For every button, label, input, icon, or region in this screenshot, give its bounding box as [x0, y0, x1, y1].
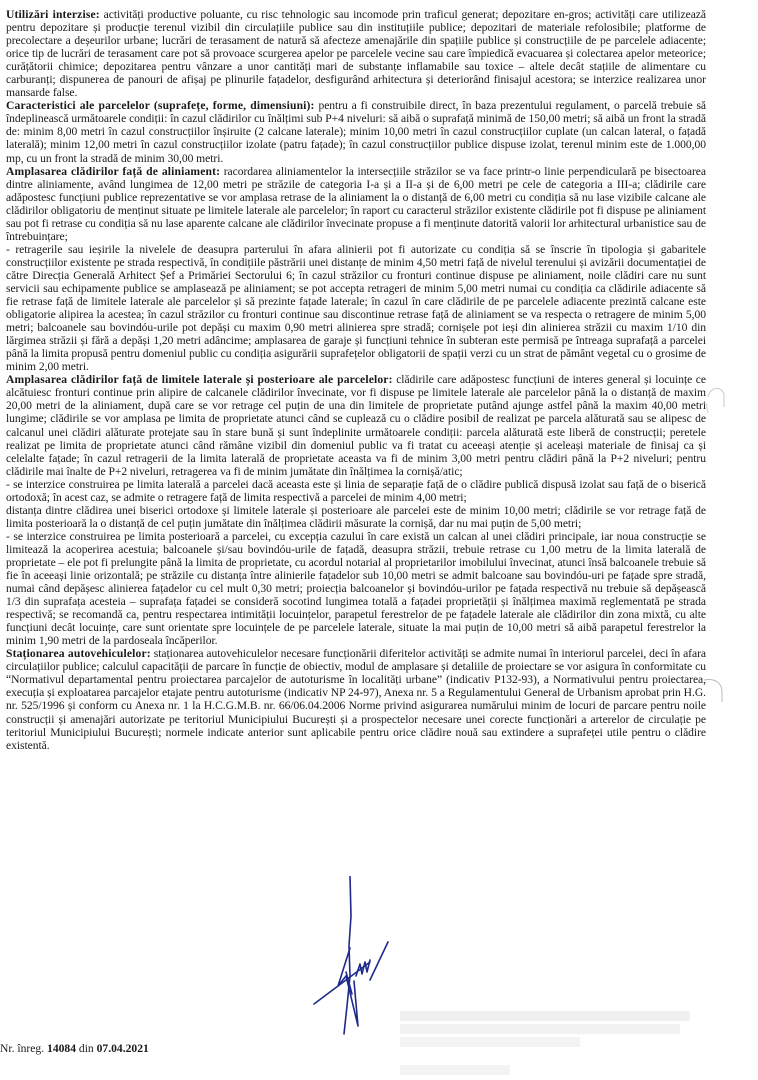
section-utilizari-interzise [6, 8, 706, 99]
registration-middle: din [76, 1042, 97, 1055]
registration-number-value: 14084 [47, 1042, 76, 1055]
section-body: - se interzice construirea pe limita posterioară a parcelei, cu excepția cazului în care există un calcan al unei clădiri principale, iar noua construcție se limitează la acoperirea acestuia; balcoanele și/sau bovindóu-urile de fațadă, deasupra străzii, trebuie retrase cu 1,00 metru de la limita laterală de proprietate – ele pot fi prelungite până la limita de proprietate, cu acordul notarial al proprietarilor imobilului învecinat, atunci însă balcoanele trebuie să fie în aceeași linie orizontală; pe străzile cu distanța între alinierile fațadelor sub 10,00 metri se admit balcoane sau bovindóu-uri pe fațade spre stradă, numai când depășesc alinierea fațadelor cu cel mult 0,30 metri; proiecția balcoanelor și bovindóu-urilor pe fațada respectivă nu trebuie să depășească 1/3 din suprafața acesteia – suprafața fațadei se consideră socotind lungimea totală a fațadei proprietății și înălțimea maximă reglementată pe strada respectivă; se recomandă ca, pentru respectarea intimității locuințelor, parapetul ferestrelor de pe fațadele laterale ale clădirilor din zona mixtă, cu alte funcțiuni decât locuințe, care sunt orientate spre locuințele de pe parcelele laterale, situate la mai puțin de 10,00 metri să aibă parapetul ferestrelor la minim 1,90 metri de la pardoseala încăperilor. [6, 529, 706, 648]
section-heading: Amplasarea clădirilor față de aliniament: [6, 164, 221, 178]
bleed-through-text [400, 1008, 700, 1075]
section-body: clădirile care adăpostesc funcțiuni de interes general și locuințe ce alcătuiesc fronturi continue prin alipire de calcanele clădirilor învecinate, vor fi dispuse pe limitele laterale ale parcelelor până la o distanță de maxim 20,00 metri de la aliniament, după care se vor retrage cel puțin de una din limitele de proprietate putând ajunge astfel până la maxim 40,00 metri lungime; clădirile se vor amplasa pe limita de proprietate atunci când se cuplează cu o clădire posibil de realizat pe parcela alăturată sau se alipesc de calcanul unei clădiri alăturate protejate sau în stare bună și sunt îndeplinite următoarele condiții: parcela alăturată este liberă de construcții; peretele realizat pe limita de proprietate atunci când rămâne vizibil din domeniul public va fi tratat cu aceeași atenție și aceleași materiale de finisaj ca și celelalte fațade; în cazul retragerii de la limita laterală de proprietate aceasta va fi de minim 3,00 metri pentru clădiri până la P+2 niveluri; pentru clădirile mai înalte de P+2 niveluri, retragerea va fi de minim jumătate din înălțimea la cornișă/atic; [6, 373, 706, 478]
section-stationare-autovehicule [6, 647, 706, 751]
signature-icon [310, 876, 390, 1036]
section-interzicere-limita-posterioara [6, 530, 706, 647]
section-interzicere-limita-laterala [6, 478, 706, 504]
section-heading: Staționarea autovehiculelor: [6, 647, 151, 661]
section-amplasare-aliniament [6, 165, 706, 243]
section-body: - se interzice construirea pe limita laterală a parcelei dacă aceasta este și linia de separație față de o clădire publică dispusă izolat sau față de o biserică ortodoxă; în acest caz, se admite o retragere față de limita respectivă a parcelei de minim 4,00 metri; [6, 477, 706, 504]
section-amplasare-limite-laterale [6, 373, 706, 477]
registration-date: 07.04.2021 [96, 1042, 149, 1055]
section-body: pentru a fi construibile direct, în baza prezentului regulament, o parcelă trebuie să îndeplinească următoarele condiții: în cazul clădirilor cu înălțimi sub P+4 niveluri: să aibă o suprafață minimă de 150,00 metri; să aibă un front la stradă de: minim 8,00 metri în cazul construcțiilor înșiruite (2 calcane laterale); minim 10,00 metri în cazul construcțiilor cuplate (un calcan lateral, o fațadă laterală); minim 12,00 metri în cazul construcțiilor izolate (patru fațade); în cazul construcțiilor publice dispuse izolat, terenul minim este de 1.000,00 mp, cu un front la stradă de minim 30,00 metri. [6, 99, 707, 165]
registration-number [0, 1042, 149, 1055]
section-heading: Utilizări interzise: [6, 8, 100, 21]
registration-prefix: Nr. înreg. [0, 1042, 48, 1055]
section-body: - retragerile sau ieșirile la nivelele de deasupra parterului în afara alinierii pot fi autorizate cu condiția să se înscrie în tipologia și gabaritele construcțiilor existente pe strada respectivă, în condițiile păstrării unei distanțe de minim 4,50 metri față de nivelul terenului și avizării documentației de către Direcția Generală Arhitect Șef a Primăriei Sectorului 6; în cazul străzilor cu fronturi continue dispuse pe aliniament, noile clădiri care nu sunt servicii sau echipamente publice se amplasează pe aliniament; se pot accepta retrageri de minim 5,00 metri numai cu condiția ca clădirile adiacente să fie retrase față de limitele laterale ale parcelelor și să prezinte fațade laterale; în cazul în care clădirile de pe parcelele adiacente prezintă calcane este obligatorie alipirea la acestea; în cazul străzilor cu fronturi continue sau discontinue retrase față de aliniament se va respecta o retragere de minim 5,00 metri; balcoanele sau bovindóu-urile pot depăși cu maxim 0,90 metri alinierea spre stradă; cornișele pot ieși din alinierea străzii cu maxim 1/10 din lărgimea străzii și fără a depăși 1,20 metri adâncime; amplasarea de garaje și funcțiuni tehnice în subteran este permisă pe întreaga suprafață a parcelei până la limita propusă pentru domeniul public cu condiția asigurării suprafețelor obligatorii de spații verzi cu un strat de pământ vegetal cu o grosime de minim 2,00 metri. [6, 242, 706, 374]
section-heading: Caracteristici ale parcelelor (suprafețe, forme, dimensiuni): [6, 99, 315, 113]
section-heading: Amplasarea clădirilor față de limitele laterale și posterioare ale parcelelor: [6, 373, 393, 387]
section-body: activități productive poluante, cu risc tehnologic sau incomode prin traficul generat; depozitare en-gros; activități care utilizează pentru depozitare și producție terenul vizibil din circulațiile publice sau din instituțiile publice; depozitari de materiale refolosibile; platforme de precolectare a deșeurilor urbane; lucrări de terasament de natură să afecteze amenajările din spațiile publice și construcțiile de pe parcelele adiacente; orice tip de lucrări de terasament care pot să provoace scurgerea apelor pe parcelele vecine sau care împiedică evacuarea și colectarea apelor meteorice; curățătorii chimice; depozitarea pentru vânzare a unor cantități mari de substanțe inflamabile sau toxice – altele decât stațiile de alimentare cu carburanți; dispunerea de panouri de afișaj pe plinurile fațadelor, desfigurând arhitectura și deteriorând finisajul acestora; se interzice realizarea unor mansarde false. [6, 8, 706, 100]
section-retrageri [6, 243, 706, 373]
document-page [6, 8, 706, 752]
section-distanta-biserica [6, 504, 706, 530]
section-body: racordarea aliniamentelor la intersecțiile străzilor se va face printr-o linie perpendiculară pe bisectoarea dintre aliniamente, având lungimea de 12,00 metri pe străzile de categoria I-a și a II-a și de 6,00 metri pe cele de categoria a III-a; clădirile care adăpostesc funcțiuni publice reprezentative se vor amplasa retrase de la aliniament la o distanță de 6,00 metri cu condiția să nu lase vizibile calcane ale clădirilor obligatoriu de menținut situate pe limitele laterale ale parcelelor; în raport cu caracterul străzilor existente clădirile pot fi dispuse pe aliniament sau pot fi retrase cu condiția să nu lase aparente calcane ale clădirilor învecinate propuse a fi menținute datorită valorii lor arhitectural urbanistice sau de întrebuințare; [6, 164, 706, 243]
section-caracteristici-parcele [6, 99, 706, 164]
section-body: staționarea autovehiculelor necesare funcționării diferitelor activități se admite numai în interiorul parcelei, deci în afara circulațiilor publice; calculul capacității de parcare în funcție de obiectiv, modul de amplasare și detaliile de proiectare se vor asigura în conformitate cu “Normativul departamental pentru proiectarea parcajelor de autoturisme în localități urbane” (indicativ P132-93), a Normativului pentru proiectarea, execuția și exploatarea parcajelor etajate pentru autoturisme (indicativ NP 24-97), Anexa nr. 5 a Regulamentului General de Urbanism aprobat prin H.G. nr. 525/1996 și conform cu Anexa nr. 1 la H.C.G.M.B. nr. 66/06.04.2006 Norme privind asigurarea numărului minim de locuri de parcare pentru noile construcții și amenajări autorizate pe teritoriul Municipiului București și a prospectelor necesare unei corecte funcționări a arterelor de circulație pe teritoriul Municipiului București; normele indicate anterior sunt aplicabile pentru orice clădire nouă sau extindere a suprafeței utile pentru o clădire existentă. [6, 647, 706, 752]
section-body: distanța dintre clădirea unei biserici ortodoxe și limitele laterale și posterioare ale parcelei este de minim 10,00 metri; clădirile se vor retrage față de limita posterioară la o distanță de cel puțin jumătate din înălțimea clădirii măsurate la cornișă, dar nu mai puțin de 5,00 metri; [6, 503, 706, 530]
